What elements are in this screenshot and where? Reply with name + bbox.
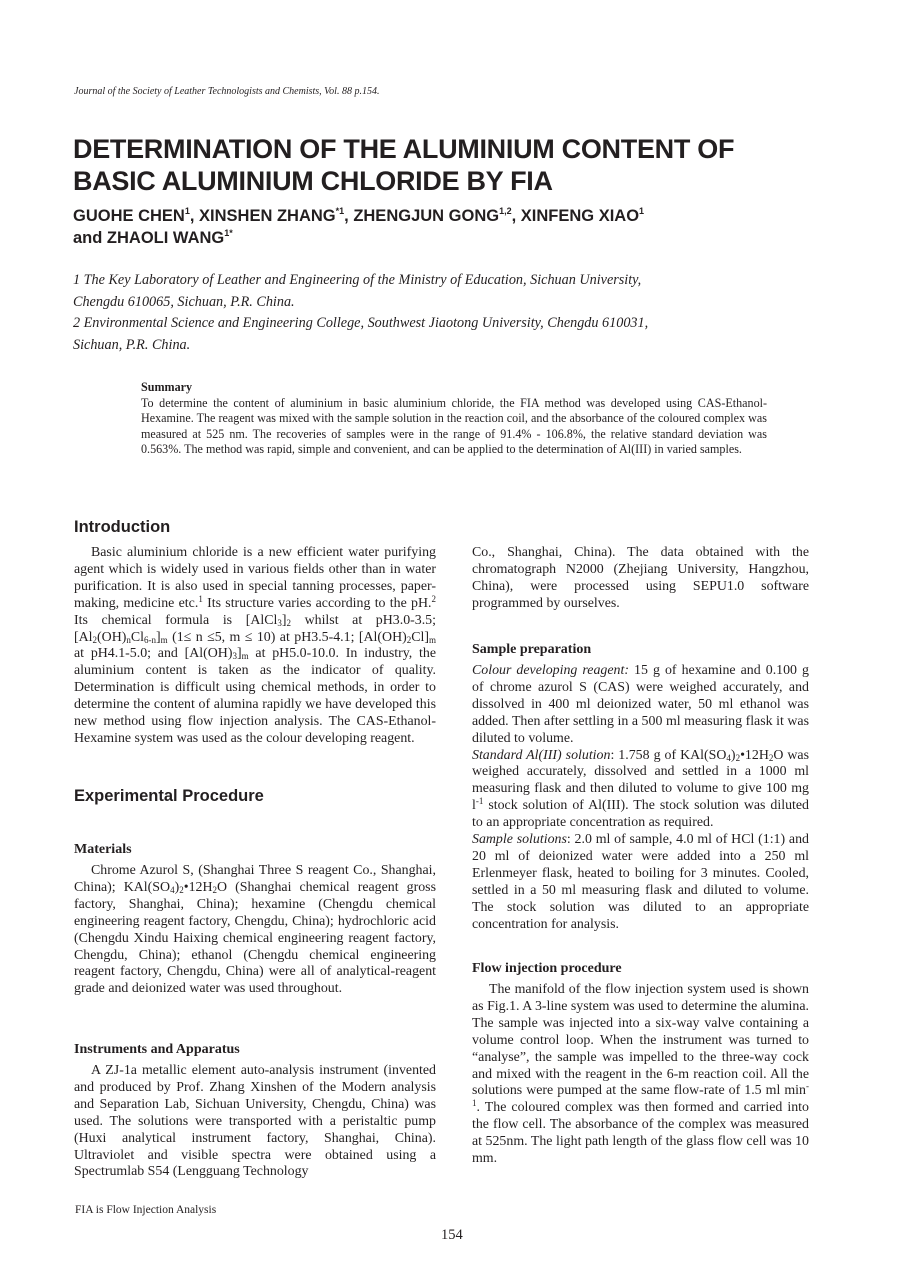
author-name: XINFENG XIAO xyxy=(520,207,640,225)
journal-header: Journal of the Society of Leather Technologists and Chemists, Vol. 88 p.154. xyxy=(74,86,380,97)
page-number: 154 xyxy=(441,1227,463,1243)
instruments-body-left xyxy=(74,1063,436,1181)
author-affiliation-mark: 1 xyxy=(639,206,645,216)
author-list: GUOHE CHEN$^1$, XINSHEN ZHANG$^{*1}$, ZHENGJUN GONG$^{1,2}$, XINFENG XIAO$^1$ and ZHAOLI $WANG^{1*}$ xyxy=(73,206,645,247)
sample-solutions-paragraph: Sample solutions: 2.0 ml of sample, 4.0 ml of HCl (1:1) and 20 ml of deionized water were added into a 250 ml Erlenmeyer flask, heated to boiling for 3 minutes. Cooled, settled in a 50 ml measuring flask and diluted to volume. The stock solution was diluted to an appropriate concentration for analysis. xyxy=(472,832,809,932)
title-line-2: BASIC ALUMINIUM CHLORIDE BY FIA xyxy=(73,166,553,196)
sample-preparation-heading: Sample preparation xyxy=(472,642,592,657)
affiliation-1-line-2: Chengdu 610065, Sichuan, P.R. China. xyxy=(73,293,295,310)
affiliation-2-line-1: 2 Environmental Science and Engineering College, Southwest Jiaotong University, Chengdu 610031, xyxy=(73,315,649,331)
instruments-body-right xyxy=(472,545,809,613)
author-name: GUOHE CHEN xyxy=(73,207,185,225)
article-title xyxy=(73,133,833,197)
author-name: ZHAOLI WANG xyxy=(106,229,225,247)
citation: 1 xyxy=(198,593,203,604)
instruments-paragraph: A ZJ-1a metallic element auto-analysis instrument (invented and produced by Prof. Zhang Xinshen of the Modern analysis and Separation Lab, Sichuan University, Chengdu, China) was used. The solutions were transported with a peristaltic pump (Huxi analytical instrument factory, Shanghai, China). Ultraviolet and visible spectra were obtained using a Spectrumlab S54 (Lengguang Technology xyxy=(74,1063,436,1180)
materials-paragraph: Chrome Azurol S, (Shanghai Three S reagent Co., Shanghai, China); $KAl(SO_4)_2•12H_2O$ (Shanghai chemical reagent gross factory, Shanghai, China); hexamine (Chengdu chemical engineering reagent factory, Chengdu, China); hydrochloric acid (Chengdu Xindu Haixing chemical engineering reagent factory, Chengdu, China); ethanol (Chengdu chemical engineering reagent factory, Chengdu, China) were all of analytical-reagent grade and deionized water was used throughout. xyxy=(74,863,436,997)
flow-injection-heading: Flow injection procedure xyxy=(472,961,622,976)
introduction-paragraph: Basic aluminium chloride is a new efficient water purifying agent which is widely used in various fields other than in water purification. It is also used in special tanning processes, paper-making, medicine etc.$^1$ Its structure varies according to the pH.$^2$ Its chemical formula is $[AlCl_3]_2$ whilst at pH3.0-3.5; $[Al_2(OH)_nCl_{6-n}]_m$ (1≤ n ≤5, m ≤ 10) at pH3.5-4.1; $[Al(OH)_2Cl]_m$ at pH4.1-5.0; and $[Al(OH)_3]_m$ at pH5.0-10.0. In industry, the aluminium content is taken as the indicator of quality. Determination is difficult using chemical methods, in order to determine the content of alumina rapidly we have developed this new method using flow injection analysis. The CAS-Ethanol-Hexamine system was used as the colour developing reagent. xyxy=(74,545,437,746)
introduction-body xyxy=(74,545,436,748)
materials-heading: Materials xyxy=(74,842,132,857)
summary-heading: Summary xyxy=(141,380,193,394)
author-affiliation-mark: 1,2 xyxy=(499,206,512,216)
experimental-heading: Experimental Procedure xyxy=(74,787,264,805)
flow-injection-body xyxy=(472,982,809,1168)
introduction-heading: Introduction xyxy=(74,518,171,536)
summary-text: To determine the content of aluminium in basic aluminium chloride, the FIA method was developed using CAS-Ethanol-Hexamine. The reagent was mixed with the sample solution in the reaction coil, and the absorbance of the coloured complex was measured at 525 nm. The recoveries of samples were in the range of 91.4% - 106.8%, the relative standard deviation was 0.563%. The method was rapid, simple and convenient, and can be applied to the determination of Al(III) in varied samples. xyxy=(141,395,767,457)
materials-body xyxy=(74,863,436,998)
colour-reagent-paragraph: Colour developing reagent: 15 g of hexamine and 0.100 g of chrome azurol S (CAS) were weighed accurately, and dissolved in 400 ml deionized water, 50 ml ethanol was added. Then after settling in a 500 ml measuring flask it was diluted to volume. xyxy=(472,663,810,746)
author-name: ZHENGJUN GONG xyxy=(353,207,500,225)
affiliation-2-line-2: Sichuan, P.R. China. xyxy=(73,336,191,353)
standard-solution-paragraph: Standard Al(III) solution: 1.758 g of $KAl(SO_4)_2•12H_2O$ was weighed accurately, dissolved and settled in a 1000 ml measuring flask and then diluted to volume to give 100 mg $l^{-1}$ stock solution of Al(III). The stock solution was diluted to an appropriate concentration as required. xyxy=(472,747,810,831)
summary-block xyxy=(141,380,767,458)
instruments-heading: Instruments and Apparatus xyxy=(74,1042,240,1057)
footnote: FIA is Flow Injection Analysis xyxy=(75,1204,217,1216)
author-affiliation-mark: 1* xyxy=(224,228,233,238)
affiliations xyxy=(73,270,753,356)
affiliation-1-line-1: 1 The Key Laboratory of Leather and Engineering of the Ministry of Education, Sichuan University, xyxy=(73,272,642,288)
author-affiliation-mark: 1 xyxy=(184,206,190,216)
instruments-paragraph-continued: Co., Shanghai, China). The data obtained with the chromatograph N2000 (Zhejiang University, Hangzhou, China), were processed using SEPU1.0 software programmed by ourselves. xyxy=(472,545,809,611)
author-affiliation-mark: *1 xyxy=(335,206,345,216)
author-name: XINSHEN ZHANG xyxy=(199,207,336,225)
sample-preparation-body xyxy=(472,663,809,934)
title-line-1: DETERMINATION OF THE ALUMINIUM CONTENT OF xyxy=(73,134,735,164)
flow-injection-paragraph: The manifold of the flow injection system used is shown as Fig.1. A 3-line system was used to determine the alumina. The sample was injected into a six-way valve containing a volume control loop. When the instrument was turned to “analyse”, the sample was impelled to the three-way cock and mixed with the reagent in the 6-m reaction coil. All the solutions were pumped at the same flow-rate of 1.5 ml $\min^{-1}$. The coloured complex was then formed and carried into the flow cell. The absorbance of the complex was measured at 525nm. The light path length of the glass flow cell was 10 mm. xyxy=(472,982,809,1167)
citation: 2 xyxy=(431,593,437,604)
